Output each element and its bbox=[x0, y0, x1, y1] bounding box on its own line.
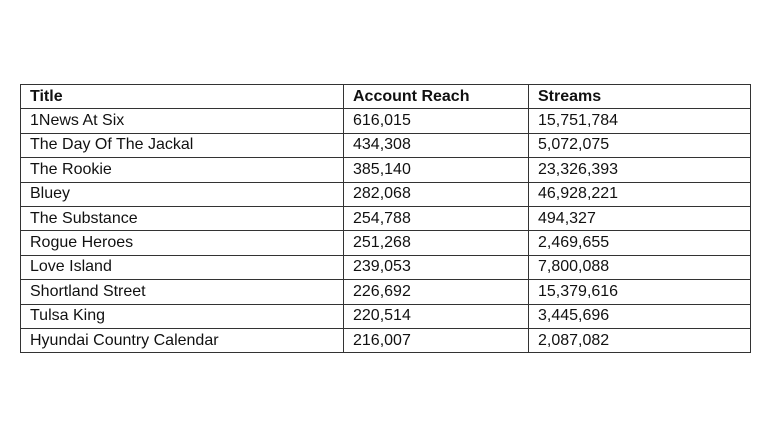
streams-cell: 23,326,393 bbox=[529, 158, 751, 182]
account-reach-cell: 282,068 bbox=[344, 182, 529, 206]
column-header-account-reach: Account Reach bbox=[344, 85, 529, 109]
table-row bbox=[21, 182, 751, 206]
streams-cell: 5,072,075 bbox=[529, 133, 751, 157]
streams-cell: 15,751,784 bbox=[529, 109, 751, 133]
title-cell: Bluey bbox=[21, 182, 344, 206]
table-row bbox=[21, 231, 751, 255]
streams-cell: 2,469,655 bbox=[529, 231, 751, 255]
table-row bbox=[21, 109, 751, 133]
title-cell: Love Island bbox=[21, 255, 344, 279]
title-cell: Hyundai Country Calendar bbox=[21, 328, 344, 352]
account-reach-cell: 239,053 bbox=[344, 255, 529, 279]
title-cell: 1News At Six bbox=[21, 109, 344, 133]
column-header-streams: Streams bbox=[529, 85, 751, 109]
title-cell: Tulsa King bbox=[21, 304, 344, 328]
streams-cell: 494,327 bbox=[529, 206, 751, 230]
title-cell: Rogue Heroes bbox=[21, 231, 344, 255]
table-row bbox=[21, 206, 751, 230]
streams-cell: 15,379,616 bbox=[529, 280, 751, 304]
account-reach-cell: 251,268 bbox=[344, 231, 529, 255]
streams-cell: 2,087,082 bbox=[529, 328, 751, 352]
account-reach-cell: 226,692 bbox=[344, 280, 529, 304]
table-row bbox=[21, 158, 751, 182]
streams-cell: 3,445,696 bbox=[529, 304, 751, 328]
table-header-row bbox=[21, 85, 751, 109]
account-reach-cell: 216,007 bbox=[344, 328, 529, 352]
streams-cell: 7,800,088 bbox=[529, 255, 751, 279]
account-reach-cell: 616,015 bbox=[344, 109, 529, 133]
title-cell: The Day Of The Jackal bbox=[21, 133, 344, 157]
account-reach-cell: 220,514 bbox=[344, 304, 529, 328]
table-row bbox=[21, 133, 751, 157]
account-reach-cell: 385,140 bbox=[344, 158, 529, 182]
account-reach-cell: 434,308 bbox=[344, 133, 529, 157]
ratings-table bbox=[20, 84, 751, 353]
table-row bbox=[21, 304, 751, 328]
table-row bbox=[21, 328, 751, 352]
table-row bbox=[21, 255, 751, 279]
account-reach-cell: 254,788 bbox=[344, 206, 529, 230]
title-cell: Shortland Street bbox=[21, 280, 344, 304]
streams-cell: 46,928,221 bbox=[529, 182, 751, 206]
column-header-title: Title bbox=[21, 85, 344, 109]
title-cell: The Substance bbox=[21, 206, 344, 230]
title-cell: The Rookie bbox=[21, 158, 344, 182]
table-row bbox=[21, 280, 751, 304]
